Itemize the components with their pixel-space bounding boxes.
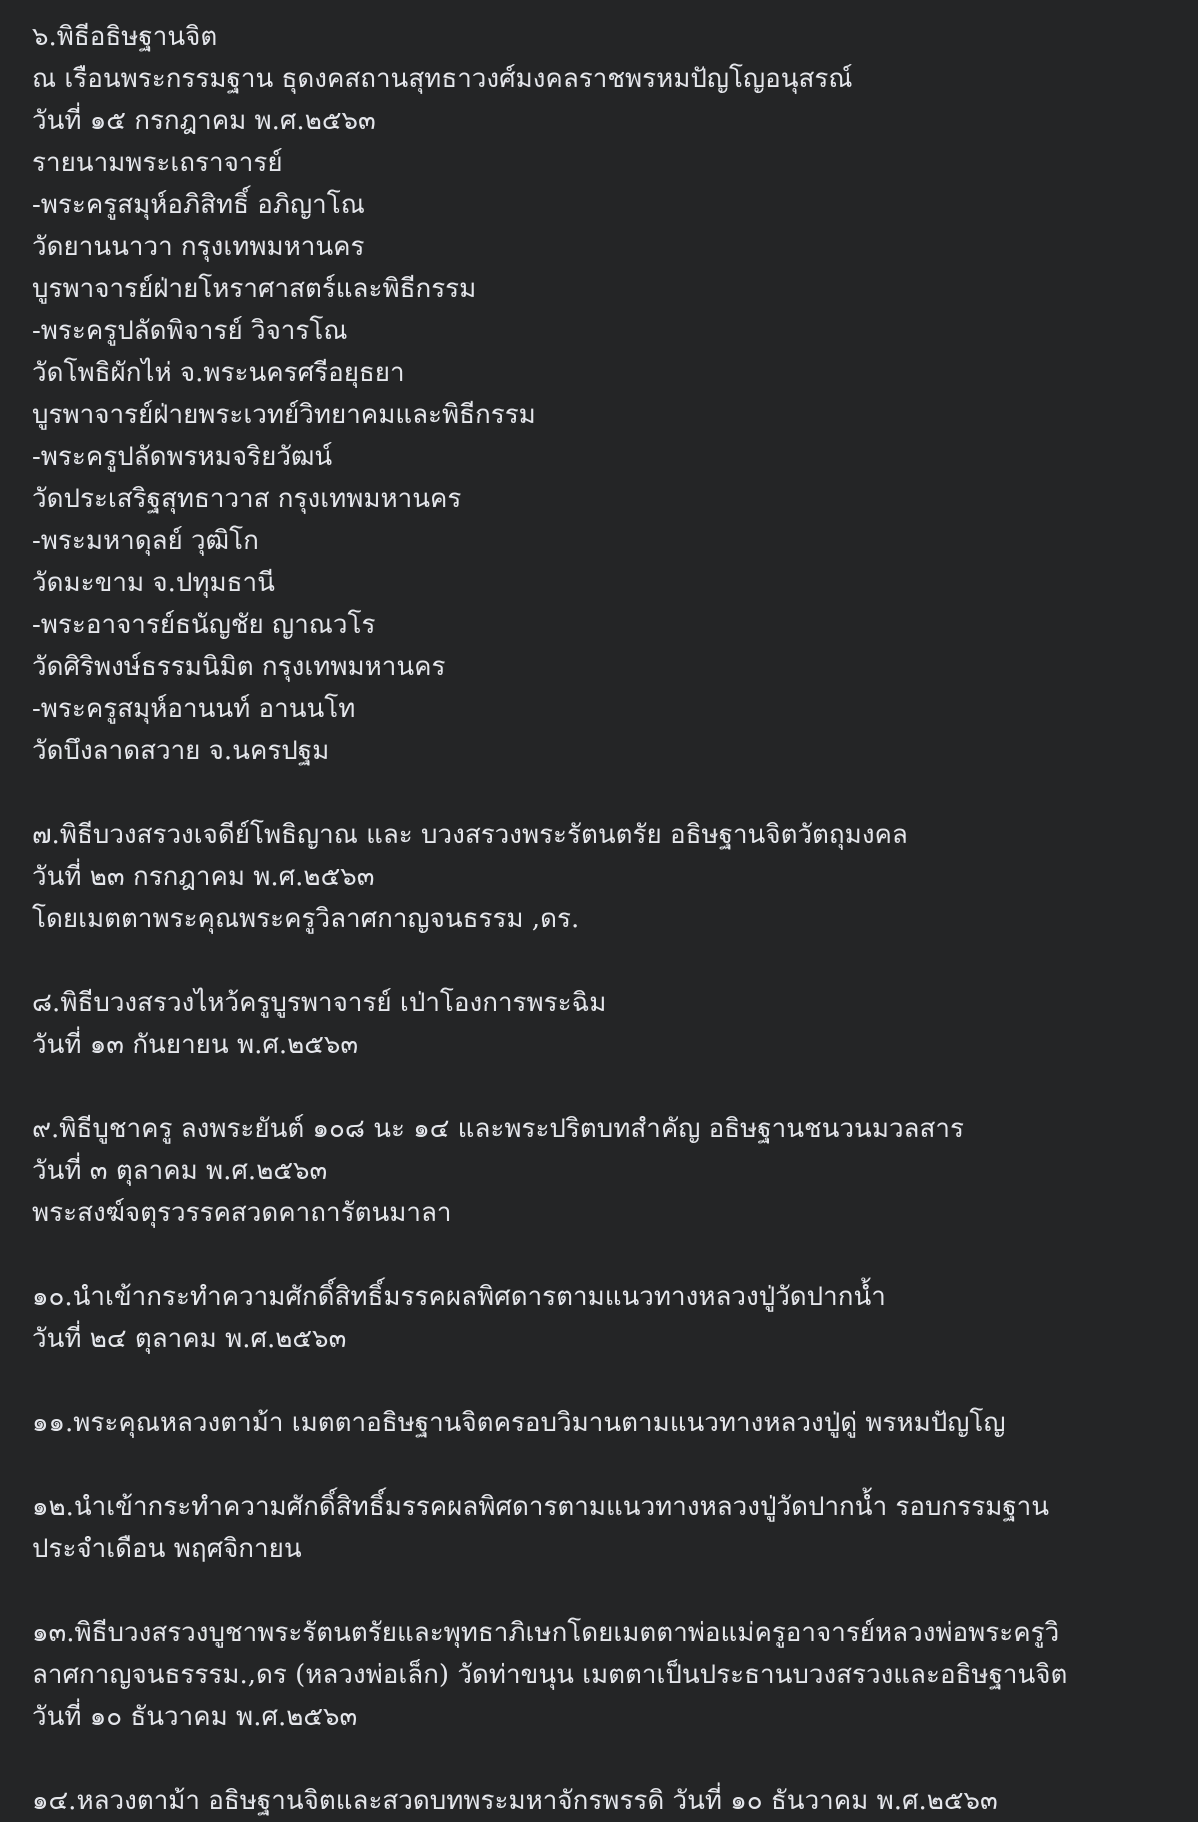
post-text-line: ๑๒.นำเข้ากระทำความศักดิ์สิทธิ์มรรคผลพิศดารตามแนวทางหลวงปู่วัดปากน้ำ รอบกรรมฐาน <box>32 1492 1050 1522</box>
post-text-line: รายนามพระเถราจารย์ <box>32 148 283 178</box>
paragraph-spacer <box>32 1444 1182 1486</box>
post-text-line: วัดยานนาวา กรุงเทพมหานคร <box>32 232 365 262</box>
post-text-line: วัดมะขาม จ.ปทุมธานี <box>32 568 275 598</box>
post-section <box>32 1276 1182 1360</box>
post-text-line: ลาศกาญจนธรรรม.,ดร (หลวงพ่อเล็ก) วัดท่าขนุน เมตตาเป็นประธานบวงสรวงและอธิษฐานจิต <box>32 1660 1068 1690</box>
post-text-line: วันที่ ๒๓ กรกฎาคม พ.ศ.๒๕๖๓ <box>32 862 375 892</box>
paragraph-spacer <box>32 1234 1182 1276</box>
paragraph-spacer <box>32 1360 1182 1402</box>
post-text-line: ๑๐.นำเข้ากระทำความศักดิ์สิทธิ์มรรคผลพิศดารตามแนวทางหลวงปู่วัดปากน้ำ <box>32 1282 886 1312</box>
post-text-line: ๖.พิธีอธิษฐานจิต <box>32 22 218 52</box>
post-text-line: วัดบึงลาดสวาย จ.นครปฐม <box>32 736 330 766</box>
post-text-line: วัดโพธิผักไห่ จ.พระนครศรีอยุธยา <box>32 358 405 388</box>
post-text-line: วัดศิริพงษ์ธรรมนิมิต กรุงเทพมหานคร <box>32 652 446 682</box>
post-text-line: วัดประเสริฐสุทธาวาส กรุงเทพมหานคร <box>32 484 462 514</box>
post-text-line: ๙.พิธีบูชาครู ลงพระยันต์ ๑๐๘ นะ ๑๔ และพระปริตบทสำคัญ อธิษฐานชนวนมวลสาร <box>32 1114 964 1144</box>
post-text-line: วันที่ ๒๔ ตุลาคม พ.ศ.๒๕๖๓ <box>32 1324 347 1354</box>
post-section <box>32 814 1182 940</box>
post-section <box>32 982 1182 1066</box>
post-text-line: -พระครูสมุห์อานนท์ อานนโท <box>32 694 356 724</box>
post-text-line: โดยเมตตาพระคุณพระครูวิลาศกาญจนธรรม ,ดร. <box>32 904 580 934</box>
post-text-line: ๑๓.พิธีบวงสรวงบูชาพระรัตนตรัยและพุทธาภิเษกโดยเมตตาพ่อแม่ครูอาจารย์หลวงพ่อพระครูวิ <box>32 1618 1060 1648</box>
post-section <box>32 1108 1182 1234</box>
paragraph-spacer <box>32 1570 1182 1612</box>
post-text-body <box>32 16 1182 1822</box>
post-section <box>32 1780 1182 1822</box>
post-text-line: วันที่ ๓ ตุลาคม พ.ศ.๒๕๖๓ <box>32 1156 328 1186</box>
post-section <box>32 1486 1182 1570</box>
paragraph-spacer <box>32 772 1182 814</box>
post-text-line: ๑๔.หลวงตาม้า อธิษฐานจิตและสวดบทพระมหาจักรพรรดิ วันที่ ๑๐ ธันวาคม พ.ศ.๒๕๖๓ <box>32 1786 998 1816</box>
post-text-line: บูรพาจารย์ฝ่ายพระเวทย์วิทยาคมและพิธีกรรม <box>32 400 536 430</box>
post-text-line: ประจำเดือน พฤศจิกายน <box>32 1534 302 1564</box>
post-text-line: ๑๑.พระคุณหลวงตาม้า เมตตาอธิษฐานจิตครอบวิมานตามแนวทางหลวงปู่ดู่ พรหมปัญโญ <box>32 1408 1006 1438</box>
post-section <box>32 16 1182 772</box>
post-text-line: วันที่ ๑๕ กรกฎาคม พ.ศ.๒๕๖๓ <box>32 106 376 136</box>
post-text-line: ณ เรือนพระกรรมฐาน ธุดงคสถานสุทธาวงศ์มงคลราชพรหมปัญโญอนุสรณ์ <box>32 64 853 94</box>
paragraph-spacer <box>32 940 1182 982</box>
post-section <box>32 1402 1182 1444</box>
post-text-line: -พระครูปลัดพิจารย์ วิจารโณ <box>32 316 348 346</box>
post-text-line: วันที่ ๑๓ กันยายน พ.ศ.๒๕๖๓ <box>32 1030 359 1060</box>
post-section <box>32 1612 1182 1738</box>
post-text-line: -พระครูปลัดพรหมจริยวัฒน์ <box>32 442 333 472</box>
post-text-line: วันที่ ๑๐ ธันวาคม พ.ศ.๒๕๖๓ <box>32 1702 358 1732</box>
post-text-line: พระสงฆ์จตุรวรรคสวดคาถารัตนมาลา <box>32 1198 452 1228</box>
post-text-line: -พระมหาดุลย์ วุฒิโก <box>32 526 259 556</box>
post-text-line: ๘.พิธีบวงสรวงไหว้ครูบูรพาจารย์ เป่าโองการพระฉิม <box>32 988 607 1018</box>
post-text-line: -พระอาจารย์ธนัญชัย ญาณวโร <box>32 610 376 640</box>
post-text-line: บูรพาจารย์ฝ่ายโหราศาสตร์และพิธีกรรม <box>32 274 477 304</box>
paragraph-spacer <box>32 1738 1182 1780</box>
post-text-line: -พระครูสมุห์อภิสิทธิ์ อภิญาโณ <box>32 190 365 220</box>
paragraph-spacer <box>32 1066 1182 1108</box>
post-text-line: ๗.พิธีบวงสรวงเจดีย์โพธิญาณ และ บวงสรวงพระรัตนตรัย อธิษฐานจิตวัตถุมงคล <box>32 820 908 850</box>
